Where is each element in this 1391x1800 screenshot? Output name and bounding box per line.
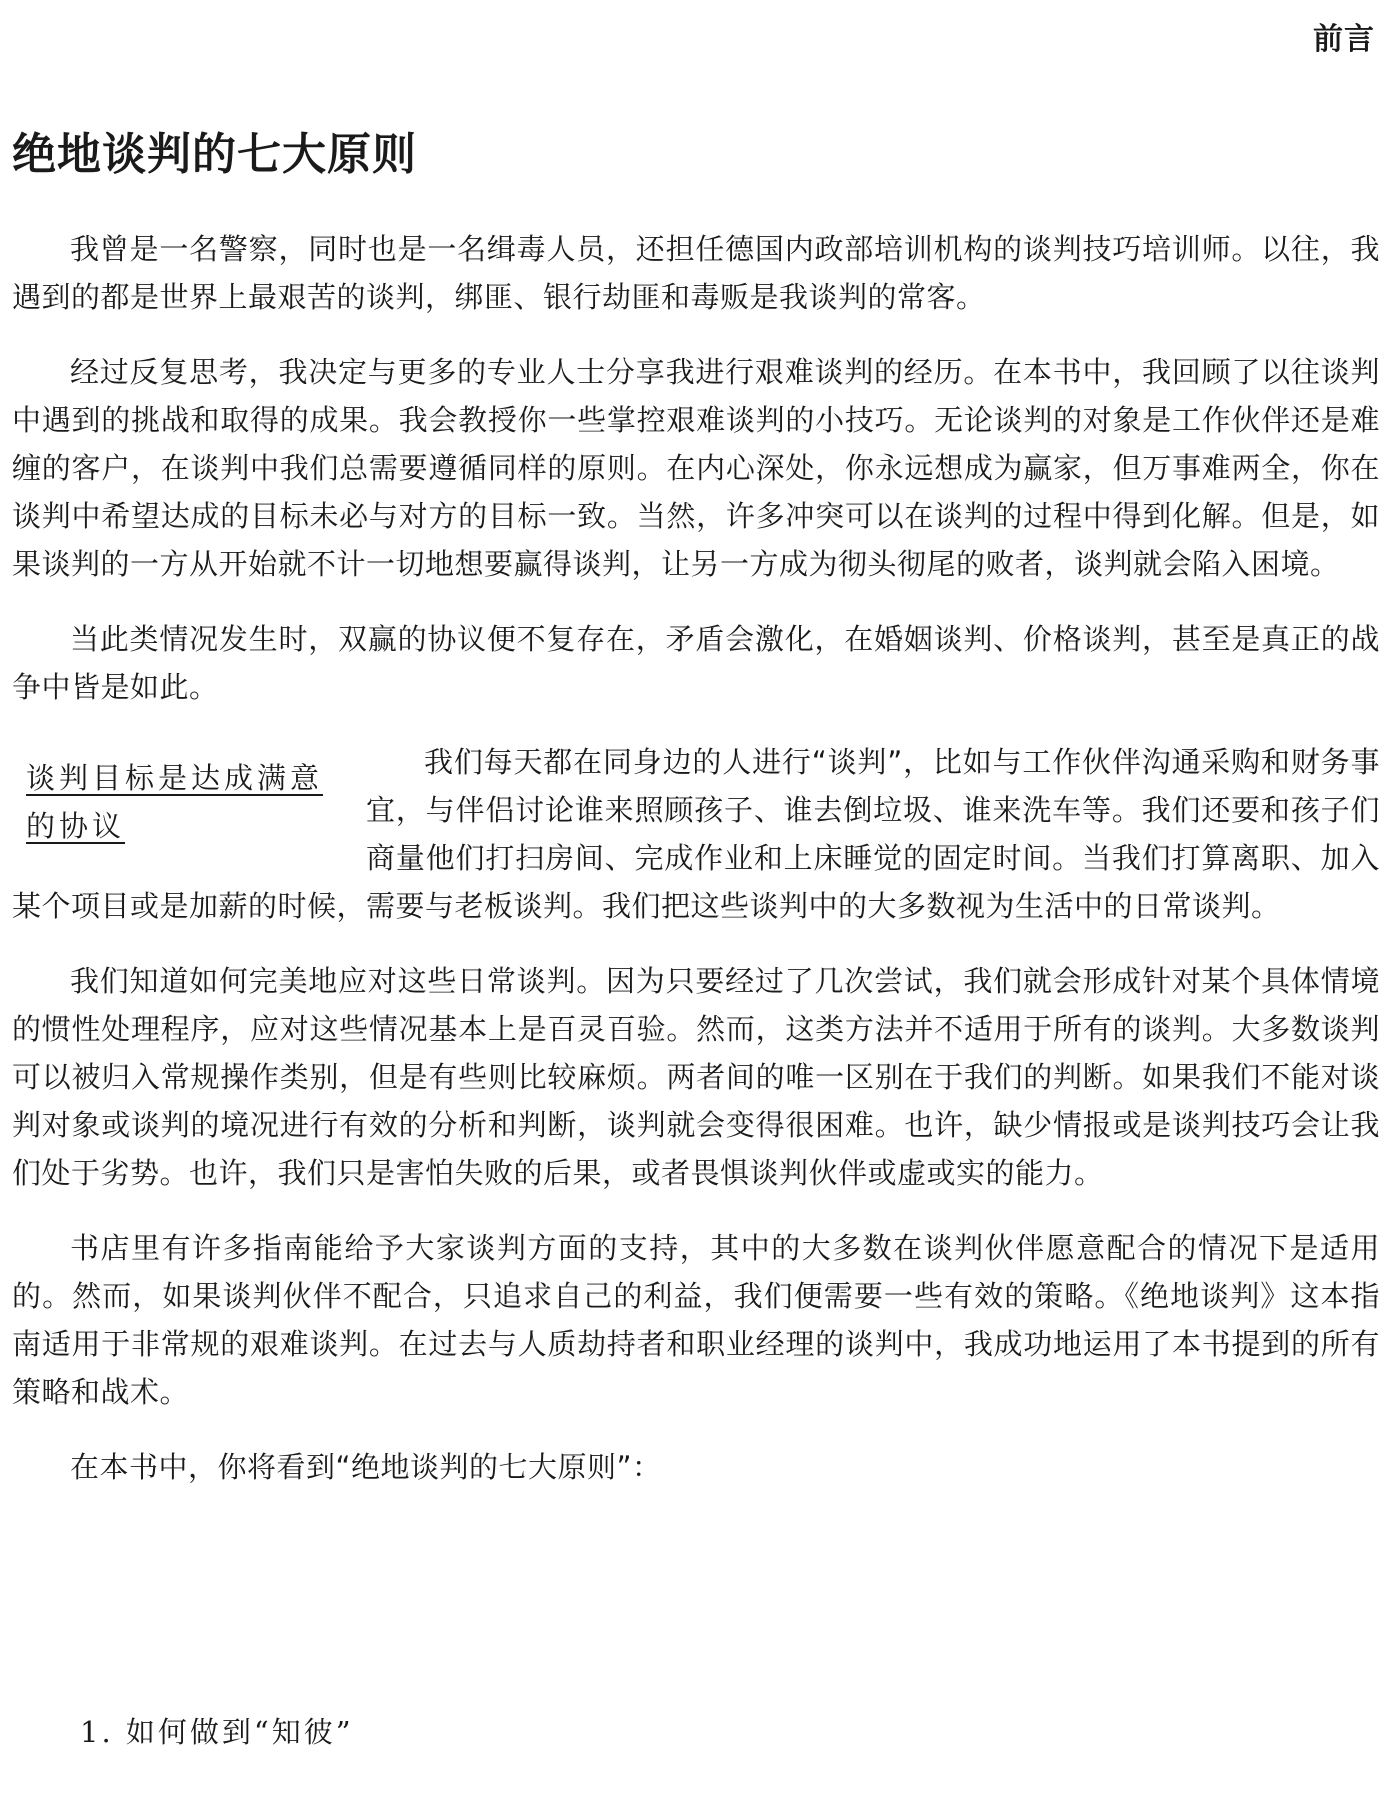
paragraph-2: 经过反复思考，我决定与更多的专业人士分享我进行艰难谈判的经历。在本书中，我回顾了以往谈判中遇到的挑战和取得的成果。我会教授你一些掌控艰难谈判的小技巧。无论谈判的对象是工作伙伴还是难缠的客户，在谈判中我们总需要遵循同样的原则。在内心深处，你永远想成为赢家，但万事难两全，你在谈判中希望达成的目标未必与对方的目标一致。当然，许多冲突可以在谈判的过程中得到化解。但是，如果谈判的一方从开始就不计一切地想要赢得谈判，让另一方成为彻头彻尾的败者，谈判就会陷入困境。 — [12, 355, 1380, 581]
paragraph-5: 我们知道如何完美地应对这些日常谈判。因为只要经过了几次尝试，我们就会形成针对某个具体情境的惯性处理程序，应对这些情况基本上是百灵百验。然而，这类方法并不适用于所有的谈判。大多数谈判可以被归入常规操作类别，但是有些则比较麻烦。两者间的唯一区别在于我们的判断。如果我们不能对谈判对象或谈判的境况进行有效的分析和判断，谈判就会变得很困难。也许，缺少情报或是谈判技巧会让我们处于劣势。也许，我们只是害怕失败的后果，或者畏惧谈判伙伴或虚或实的能力。 — [12, 964, 1380, 1190]
body-text — [12, 225, 1380, 1518]
margin-note-text: 谈判目标是达成满意的协议 — [26, 761, 324, 843]
chapter-title: 绝地谈判的七大原则 — [12, 129, 417, 180]
list-item: 1. 如何做到“知彼” — [80, 1715, 354, 1749]
paragraph-4: 我们每天都在同身边的人进行“谈判”，比如与工作伙伴沟通采购和财务事宜，与伴侣讨论谁来照顾孩子、谁去倒垃圾、谁来洗车等。我们还要和孩子们商量他们打扫房间、完成作业和上床睡觉的固定时间。当我们打算离职、加入某个项目或是加薪的时候，需要与老板谈判。我们把这些谈判中的大多数视为生活中的日常谈判。 — [12, 745, 1380, 923]
margin-note — [26, 754, 326, 850]
paragraph-3: 当此类情况发生时，双赢的协议便不复存在，矛盾会激化，在婚姻谈判、价格谈判，甚至是真正的战争中皆是如此。 — [12, 622, 1380, 704]
paragraph-6: 书店里有许多指南能给予大家谈判方面的支持，其中的大多数在谈判伙伴愿意配合的情况下是适用的。然而，如果谈判伙伴不配合，只追求自己的利益，我们便需要一些有效的策略。《绝地谈判》这本指南适用于非常规的艰难谈判。在过去与人质劫持者和职业经理的谈判中，我成功地运用了本书提到的所有策略和战术。 — [12, 1231, 1380, 1409]
principle-list — [80, 1710, 354, 1751]
paragraph-7: 在本书中，你将看到“绝地谈判的七大原则”： — [70, 1450, 662, 1484]
paragraph-1: 我曾是一名警察，同时也是一名缉毒人员，还担任德国内政部培训机构的谈判技巧培训师。以往，我遇到的都是世界上最艰苦的谈判，绑匪、银行劫匪和毒贩是我谈判的常客。 — [12, 232, 1380, 314]
running-header: 前言 — [1313, 22, 1375, 57]
